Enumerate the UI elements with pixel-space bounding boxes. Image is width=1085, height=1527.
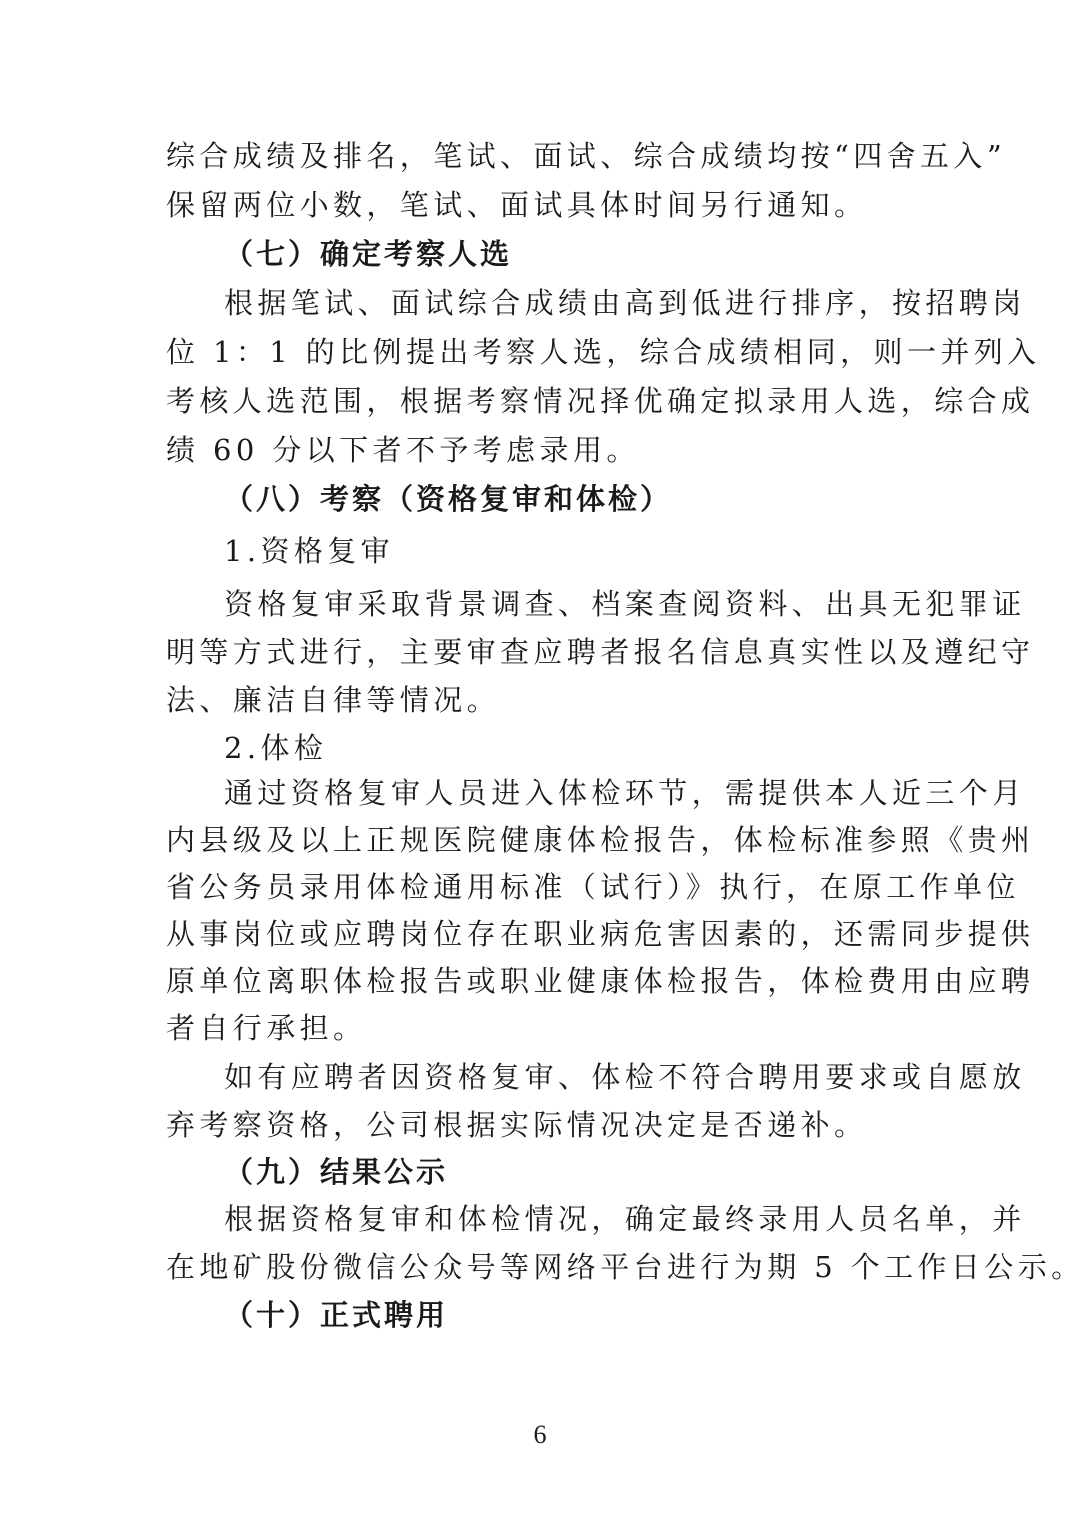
subsection-heading: 2.体检 xyxy=(224,731,328,765)
body-text-line: 考核人选范围，根据考察情况择优确定拟录用人选，综合成 xyxy=(166,384,1035,418)
body-text-line: 综合成绩及排名，笔试、面试、综合成绩均按“四舍五入” xyxy=(166,139,1007,173)
section-heading-10: （十）正式聘用 xyxy=(224,1298,449,1332)
body-text-line: 资格复审采取背景调查、档案查阅资料、出具无犯罪证 xyxy=(224,587,1026,621)
body-text-line: 省公务员录用体检通用标准（试行）》执行，在原工作单位 xyxy=(166,870,1020,904)
body-text-line: 在地矿股份微信公众号等网络平台进行为期 5 个工作日公示。 xyxy=(166,1250,1085,1284)
body-text-line: 内县级及以上正规医院健康体检报告，体检标准参照《贵州 xyxy=(166,823,1035,857)
body-text-line: 原单位离职体检报告或职业健康体检报告，体检费用由应聘 xyxy=(166,964,1035,998)
section-heading-9: （九）结果公示 xyxy=(224,1155,449,1189)
body-text-line: 法、廉洁自律等情况。 xyxy=(166,683,501,717)
section-heading-8: （八）考察（资格复审和体检） xyxy=(224,482,673,516)
body-text-line: 从事岗位或应聘岗位存在职业病危害因素的，还需同步提供 xyxy=(166,917,1035,951)
body-text-line: 通过资格复审人员进入体检环节，需提供本人近三个月 xyxy=(224,776,1026,810)
body-text-line: 保留两位小数，笔试、面试具体时间另行通知。 xyxy=(166,188,868,222)
body-text-line: 者自行承担。 xyxy=(166,1011,367,1045)
body-text-line: 明等方式进行，主要审查应聘者报名信息真实性以及遵纪守 xyxy=(166,635,1035,669)
body-text-line: 如有应聘者因资格复审、体检不符合聘用要求或自愿放 xyxy=(224,1060,1026,1094)
body-text-line: 绩 60 分以下者不予考虑录用。 xyxy=(166,433,640,467)
body-text-line: 根据笔试、面试综合成绩由高到低进行排序，按招聘岗 xyxy=(224,286,1026,320)
body-text-line: 根据资格复审和体检情况，确定最终录用人员名单，并 xyxy=(224,1202,1026,1236)
body-text-line: 位 1：1 的比例提出考察人选，综合成绩相同，则一并列入 xyxy=(166,335,1041,369)
page-number: 6 xyxy=(533,1420,547,1449)
subsection-heading: 1.资格复审 xyxy=(224,534,395,568)
body-text-line: 弃考察资格，公司根据实际情况决定是否递补。 xyxy=(166,1108,868,1142)
section-heading-7: （七）确定考察人选 xyxy=(224,237,513,271)
